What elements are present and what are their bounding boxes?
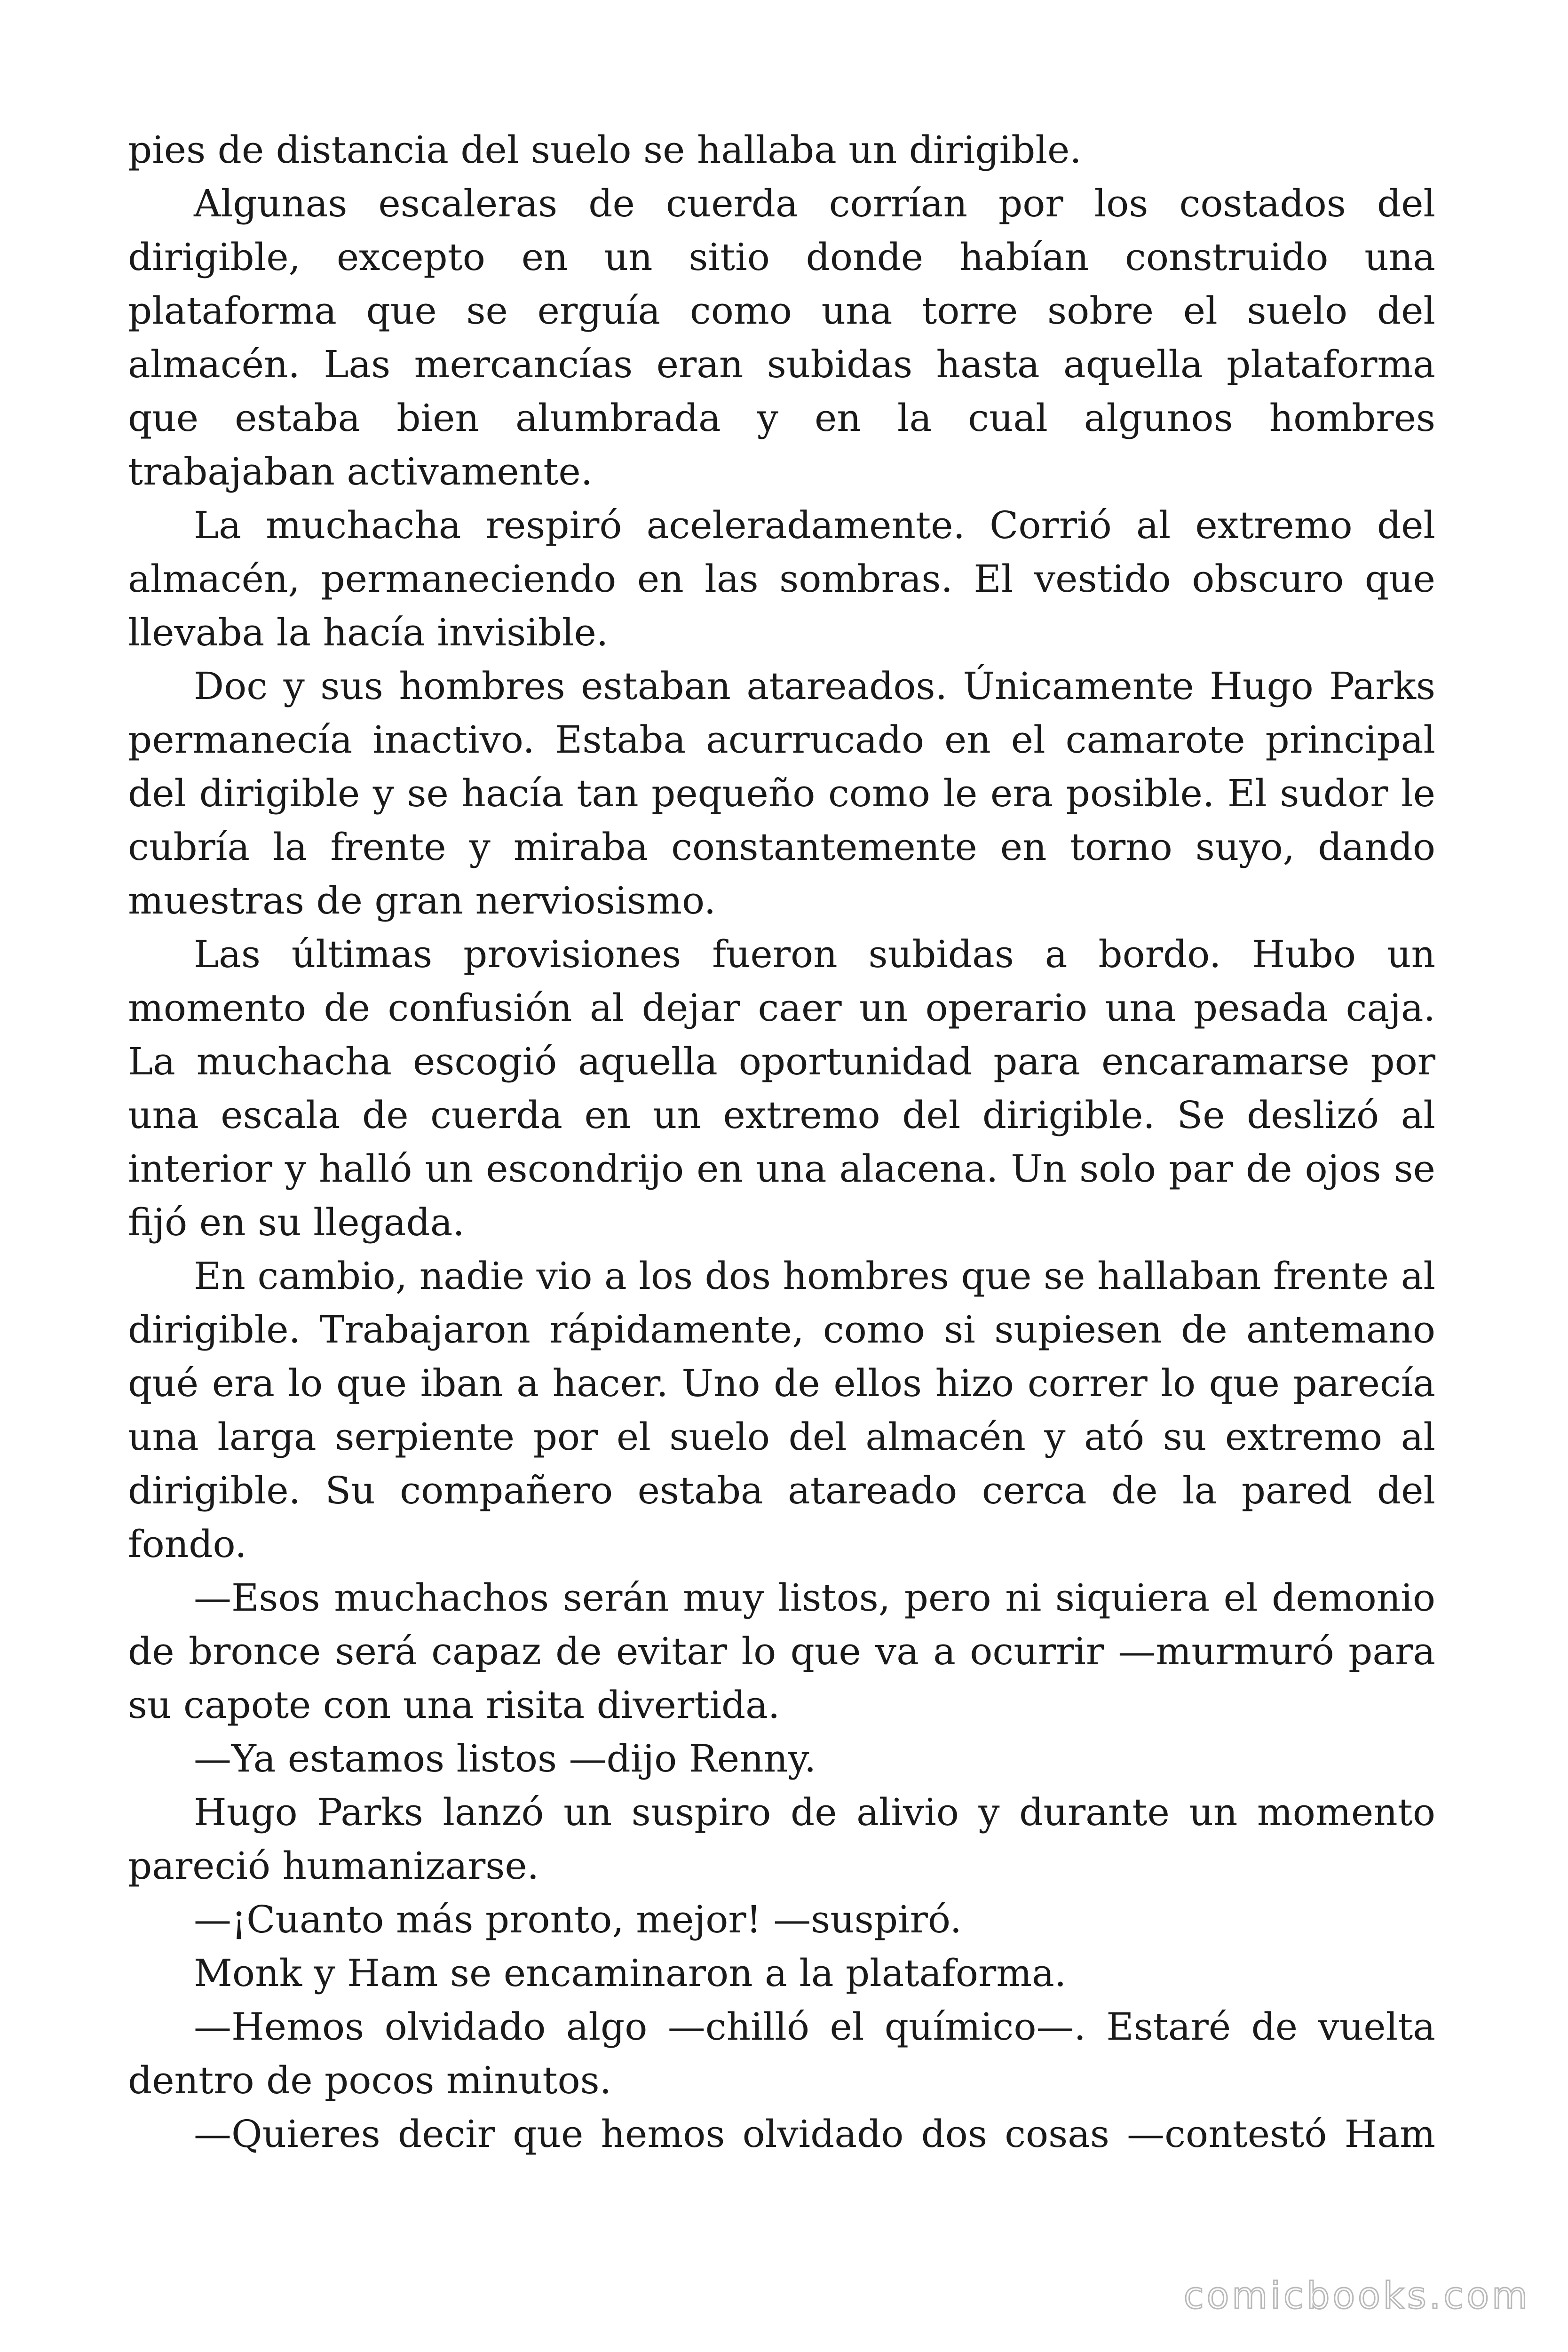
- paragraph: —Ya estamos listos —dijo Renny.: [194, 1737, 816, 1780]
- paragraph-last: —Quieres decir que hemos olvidado dos cosas —contestó Ham: [194, 2112, 1435, 2156]
- paragraph: Hugo Parks lanzó un suspiro de alivio y durante un momento pareció humanizarse.: [128, 1790, 1435, 1888]
- paragraph: Monk y Ham se encaminaron a la plataforma.: [194, 1951, 1067, 1995]
- paragraph: Las últimas provisiones fueron subidas a bordo. Hubo un momento de confusión al dejar caer un operario una pesada caja. La muchacha escogió aquella oportunidad para encaramarse por una escala de cuerda en un extremo del dirigible. Se deslizó al interior y halló un escondrijo en una alacena. Un solo par de ojos se fijó en su llegada.: [128, 932, 1435, 1244]
- paragraph: En cambio, nadie vio a los dos hombres que se hallaban frente al dirigible. Trabajaron rápidamente, como si supiesen de antemano qué era lo que iban a hacer. Uno de ellos hizo correr lo que parecía una larga serpiente por el suelo del almacén y ató su extremo al dirigible. Su compañero estaba atareado cerca de la pared del fondo.: [128, 1254, 1435, 1566]
- paragraph-continued: pies de distancia del suelo se hallaba un dirigible.: [128, 128, 1082, 172]
- watermark: comicbooks.com: [1183, 2275, 1530, 2317]
- paragraph: Doc y sus hombres estaban atareados. Únicamente Hugo Parks permanecía inactivo. Estaba acurrucado en el camarote principal del dirigible y se hacía tan pequeño como le era posible. El sudor le cubría la frente y miraba constantemente en torno suyo, dando muestras de gran nerviosismo.: [128, 664, 1435, 922]
- paragraph: —Hemos olvidado algo —chilló el químico—. Estaré de vuelta dentro de pocos minutos.: [128, 2005, 1435, 2102]
- paragraph: La muchacha respiró aceleradamente. Corrió al extremo del almacén, permaneciendo en las sombras. El vestido obscuro que llevaba la hacía invisible.: [128, 503, 1435, 654]
- paragraph: —Esos muchachos serán muy listos, pero ni siquiera el demonio de bronce será capaz de evitar lo que va a ocurrir —murmuró para su capote con una risita divertida.: [128, 1576, 1435, 1727]
- paragraph: Algunas escaleras de cuerda corrían por los costados del dirigible, excepto en un sitio donde habían construido una plataforma que se erguía como una torre sobre el suelo del almacén. Las mercancías eran subidas hasta aquella plataforma que estaba bien alumbrada y en la cual algunos hombres trabajaban activamente.: [128, 182, 1435, 493]
- page-body: [128, 123, 1435, 2161]
- paragraph: —¡Cuanto más pronto, mejor! —suspiró.: [194, 1898, 962, 1941]
